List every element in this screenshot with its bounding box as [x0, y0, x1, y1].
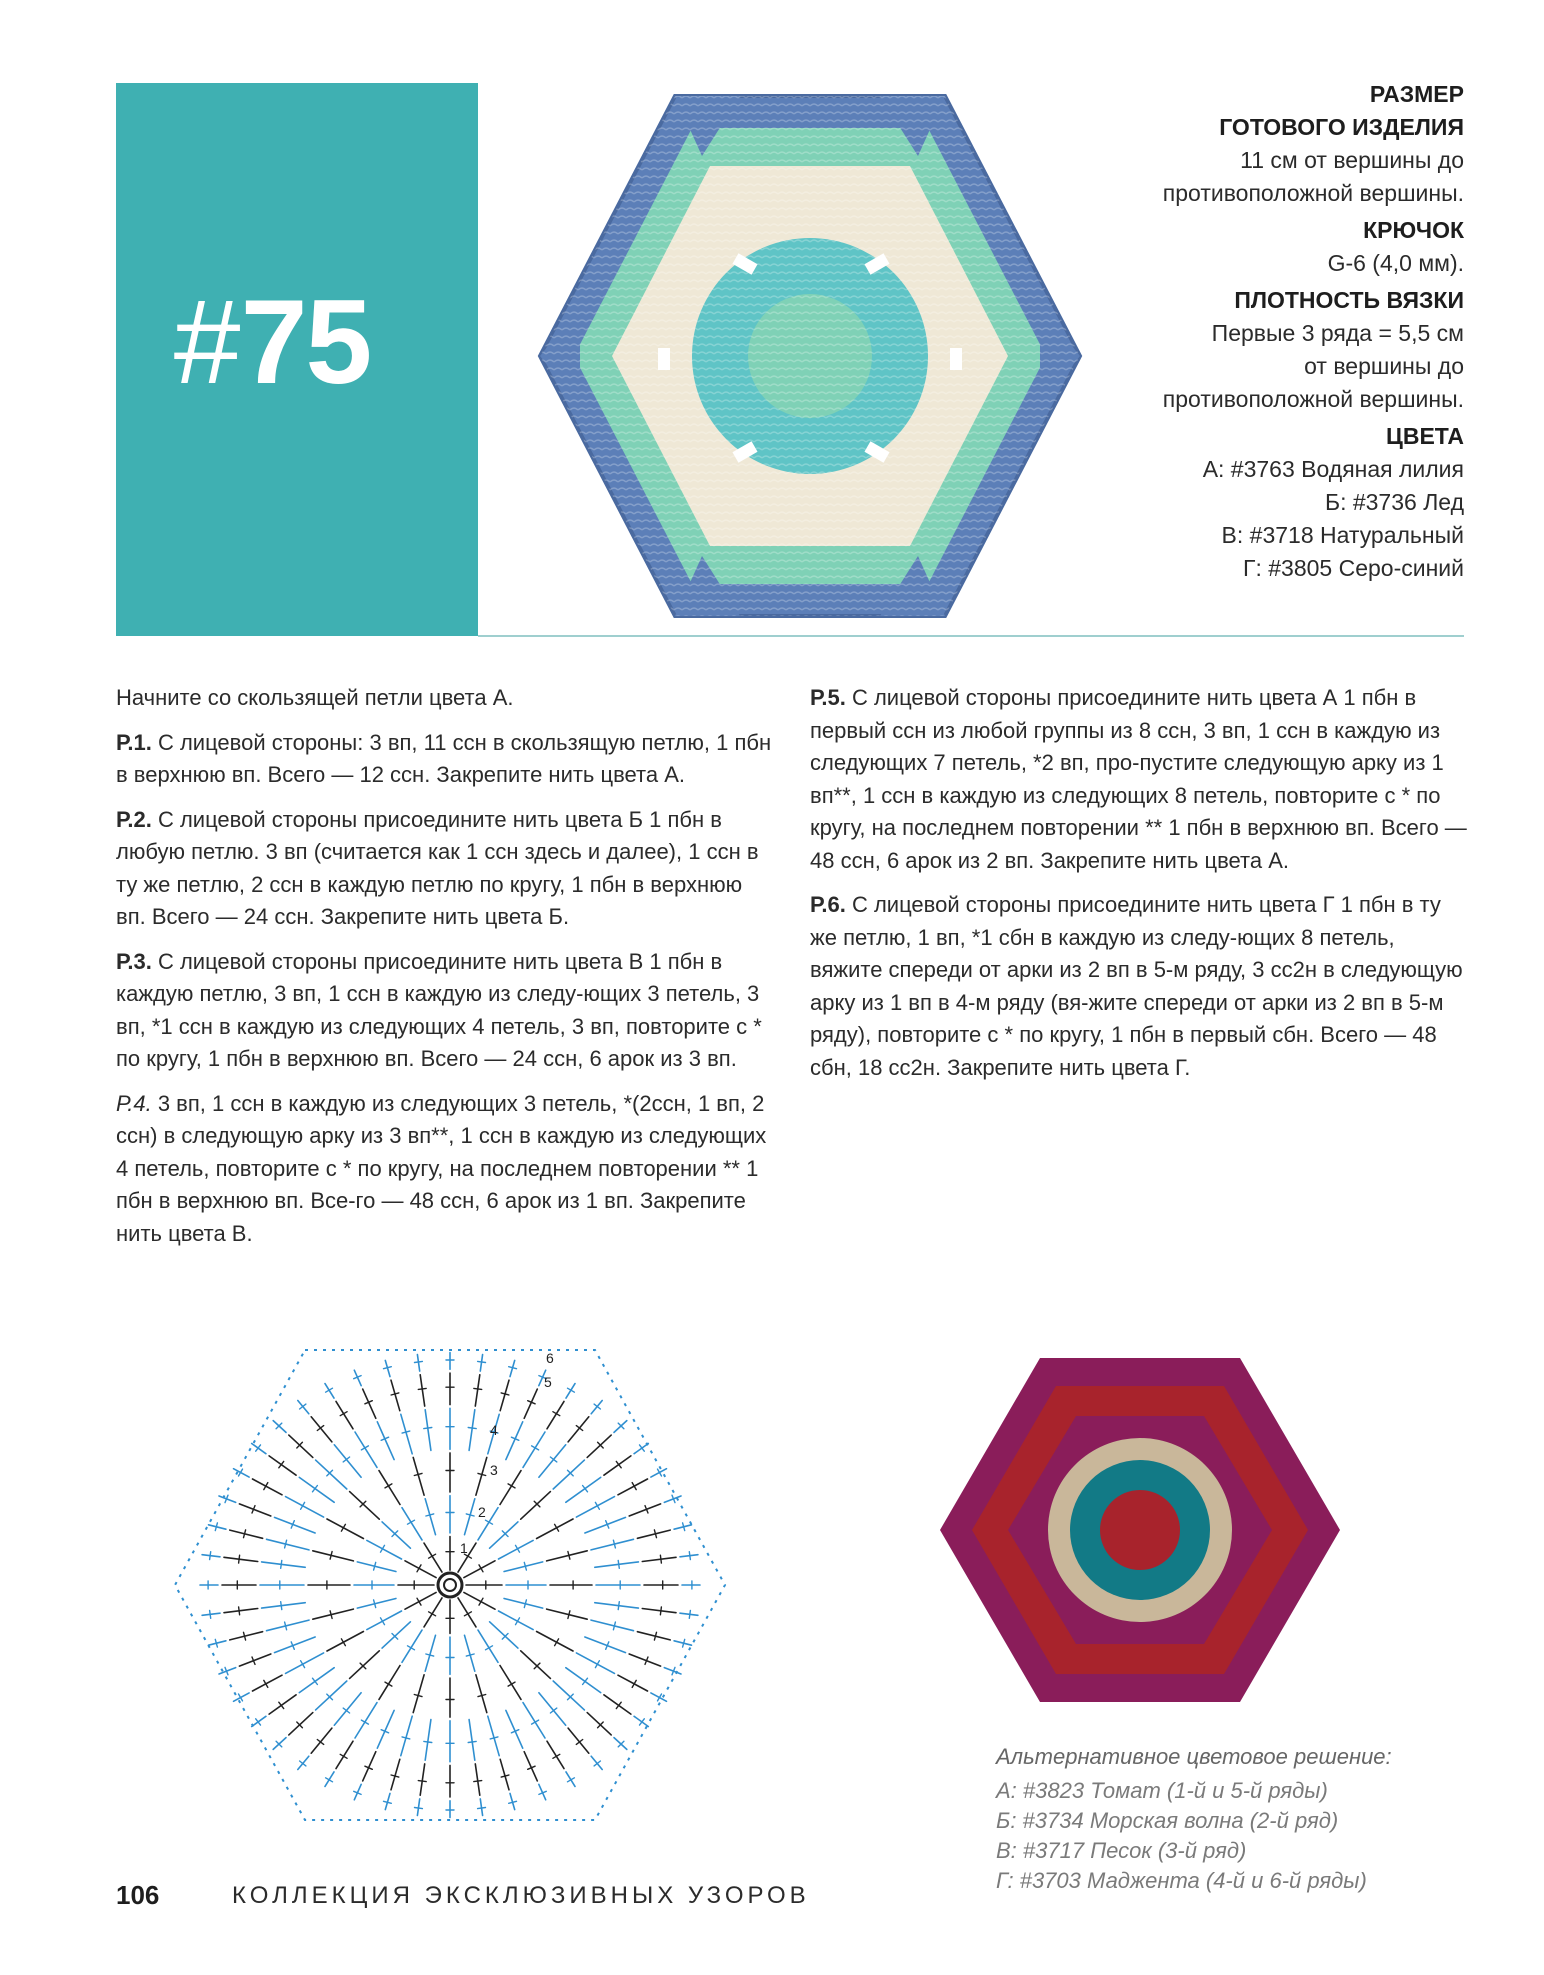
stitch-tick	[279, 1461, 284, 1467]
instructions-right	[810, 682, 1470, 1096]
stitch-mark	[469, 1720, 475, 1761]
stitch-mark	[311, 1417, 332, 1442]
stitch-mark	[424, 1543, 442, 1572]
stitch-tick	[285, 1540, 287, 1548]
stitch-mark	[566, 1477, 601, 1502]
stitch-tick	[689, 1610, 690, 1618]
gauge-line-2: от вершины до	[1304, 353, 1464, 379]
stitch-mark	[475, 1375, 480, 1406]
stitch-mark	[350, 1492, 380, 1520]
stitch-tick	[402, 1737, 410, 1739]
stitch-mark	[350, 1651, 380, 1679]
stitch-mark	[500, 1471, 521, 1505]
stitch-mark	[275, 1517, 316, 1533]
stitch-mark	[405, 1592, 436, 1609]
stitch-mark	[202, 1555, 220, 1557]
stitch-mark	[547, 1609, 588, 1619]
hook-value: G-6 (4,0 мм).	[1327, 250, 1464, 276]
pattern-number	[172, 275, 371, 409]
stitch-mark	[289, 1713, 313, 1735]
stitch-mark	[379, 1471, 400, 1505]
stitch-tick	[210, 1552, 211, 1560]
alternative-motif-photo	[930, 1350, 1350, 1710]
stitch-mark	[417, 1799, 419, 1816]
stitch-mark	[298, 1401, 309, 1414]
row-4-label: Р.4.	[116, 1090, 152, 1116]
row-4-text: 3 вп, 1 ссн в каждую из следующих 3 петель, *(2ссн, 1 вп, 2 ссн) в следующую арку из 3 вп**, 1 ссн в каждую из следующих 4 петель, повторите с * по кругу, на последнем повторении ** 1 пбн в верхнюю вп. Все-го — 48 ссн, 6 арок из 1 вп. Закрепите нить цвета В.	[116, 1090, 767, 1246]
gauge-line-1: Первые 3 ряда = 5,5 см	[1211, 320, 1464, 346]
color-line: Г: #3805 Серо-синий	[1243, 555, 1464, 581]
stitch-tick	[618, 1560, 619, 1568]
stitch-tick	[239, 1555, 240, 1563]
stitch-tick	[402, 1431, 410, 1433]
stitch-mark	[325, 1772, 334, 1787]
stitch-mark	[680, 1555, 698, 1557]
stitch-mark	[391, 1380, 400, 1411]
stitch-mark	[604, 1695, 631, 1714]
stitch-mark	[417, 1355, 419, 1372]
stitch-mark	[539, 1445, 566, 1478]
stitch-mark	[547, 1551, 588, 1561]
gauge-heading: ПЛОТНОСТЬ ВЯЗКИ	[1234, 287, 1464, 313]
stitch-mark	[382, 1622, 410, 1648]
stitch-tick	[384, 1801, 392, 1803]
diagram-row-label-3: 3	[490, 1462, 498, 1478]
stitch-mark	[476, 1457, 487, 1495]
stitch-tick	[474, 1781, 482, 1782]
stitch-tick	[616, 1702, 621, 1708]
stitch-tick	[468, 1428, 476, 1429]
stitch-mark	[591, 1756, 602, 1769]
crochet-diagram	[160, 1325, 740, 1845]
stitch-mark	[401, 1414, 412, 1454]
row-3-paragraph	[116, 946, 776, 1076]
row-2-paragraph	[116, 804, 776, 934]
stitch-mark	[591, 1620, 634, 1631]
stitch-mark	[269, 1695, 296, 1714]
stitch-mark	[355, 1703, 377, 1738]
stitch-mark	[490, 1622, 518, 1648]
stitch-tick	[689, 1552, 690, 1560]
stitch-tick	[424, 1741, 432, 1742]
stitch-mark	[618, 1479, 648, 1495]
size-heading-2: ГОТОВОГО ИЗДЕЛИЯ	[1219, 114, 1464, 140]
stitch-mark	[591, 1401, 602, 1414]
stitch-mark	[539, 1693, 566, 1726]
stitch-mark	[267, 1620, 310, 1631]
stitch-mark	[480, 1355, 482, 1372]
stitch-mark	[325, 1384, 334, 1399]
stitch-mark	[521, 1651, 551, 1679]
header-divider	[478, 635, 1464, 637]
stitch-mark	[230, 1530, 263, 1538]
stitch-mark	[327, 1632, 363, 1652]
row-2-text: С лицевой стороны присоедините нить цвета Б 1 пбн в любую петлю. 3 вп (считается как 1 ссн здесь и далее), 1 ссн в ту же петлю, 2 ссн в каждую петлю по кругу, 1 пбн в верхнюю вп. Всего — 24 ссн. Закрепите нить цвета Б.	[116, 806, 759, 929]
stitch-tick	[415, 1808, 423, 1809]
stitch-mark	[355, 1432, 377, 1467]
stitch-mark	[269, 1456, 296, 1475]
stitch-tick	[660, 1607, 661, 1615]
stitch-mark	[316, 1460, 347, 1489]
alt-center	[1100, 1490, 1180, 1570]
stitch-mark	[499, 1540, 534, 1559]
row-5-label: Р.5.	[810, 685, 846, 710]
row-5-text: С лицевой стороны присоедините нить цвета А 1 пбн в первый ссн из любой группы из 8 ссн, 3 вп, 1 ссн в каждую из следующих 7 петель, *2 вп, про-пустите следующую арку из 1 вп**, 1 ссн в каждую из следующих 8 петель, повторите с * по кругу, на последнем повторении ** 1 пбн в верхнюю вп. Всего — 48 ссн, 6 арок из 2 вп. Закрепите нить цвета А.	[810, 685, 1467, 873]
alternative-line: Б: #3734 Морская волна (2-й ряд)	[996, 1808, 1339, 1833]
stitch-mark	[465, 1635, 475, 1671]
alternative-caption	[996, 1742, 1456, 1896]
stitch-mark	[553, 1681, 584, 1710]
alternative-line: В: #3717 Песок (3-й ряд)	[996, 1838, 1247, 1863]
stitch-tick	[568, 1611, 570, 1619]
hook-heading: КРЮЧОК	[1363, 217, 1464, 243]
stitch-mark	[327, 1519, 363, 1539]
pattern-number-value: 75	[240, 275, 371, 409]
stitch-tick	[509, 1367, 517, 1369]
stitch-mark	[476, 1675, 487, 1713]
stitch-mark	[568, 1728, 589, 1753]
stitch-mark	[618, 1675, 648, 1691]
alternative-line: Г: #3703 Маджента (4-й и 6-й ряды)	[996, 1868, 1367, 1893]
stitch-mark	[469, 1410, 475, 1451]
stitch-mark	[267, 1539, 310, 1550]
stitch-mark	[566, 1384, 575, 1399]
stitch-tick	[418, 1781, 426, 1782]
stitch-mark	[614, 1421, 627, 1433]
stitch-mark	[500, 1759, 509, 1790]
stitch-mark	[391, 1759, 400, 1790]
stitch-tick	[474, 1388, 482, 1389]
stitch-mark	[499, 1611, 534, 1630]
stitch-tick	[660, 1555, 661, 1563]
stitch-tick	[384, 1367, 392, 1369]
stitch-mark	[547, 1741, 564, 1768]
stitch-mark	[382, 1522, 410, 1548]
gauge-block	[1044, 284, 1464, 416]
pattern-hash: #	[172, 275, 237, 409]
stitch-tick	[285, 1622, 287, 1630]
stitch-mark	[402, 1630, 422, 1662]
stitch-mark	[595, 1603, 639, 1608]
stitch-mark	[464, 1592, 495, 1609]
stitch-mark	[537, 1632, 573, 1652]
stitch-mark	[401, 1716, 412, 1756]
diagram-row-label-5: 5	[544, 1374, 552, 1390]
row-6-label: Р.6.	[810, 892, 846, 917]
stitch-mark	[585, 1637, 626, 1653]
stitch-mark	[458, 1598, 476, 1627]
stitch-mark	[311, 1728, 332, 1753]
stitch-tick	[490, 1737, 498, 1739]
diagram-row-label-1: 1	[460, 1540, 468, 1556]
alternative-line: А: #3823 Томат (1-й и 5-й ряды)	[996, 1778, 1328, 1803]
stitch-tick	[415, 1361, 423, 1362]
stitch-mark	[336, 1401, 353, 1428]
size-block	[1044, 78, 1464, 210]
alternative-title: Альтернативное цветовое решение:	[996, 1744, 1392, 1769]
stitch-mark	[521, 1492, 551, 1520]
stitch-mark	[506, 1710, 523, 1748]
stitch-tick	[330, 1552, 332, 1560]
stitch-mark	[547, 1401, 564, 1428]
stitch-mark	[367, 1611, 402, 1630]
stitch-mark	[402, 1508, 422, 1540]
stitch-mark	[377, 1710, 394, 1748]
stitch-tick	[210, 1610, 211, 1618]
stitch-tick	[478, 1361, 486, 1362]
stitch-mark	[504, 1599, 543, 1609]
stitch-mark	[316, 1681, 347, 1710]
stitch-mark	[637, 1632, 670, 1640]
stitch-mark	[286, 1653, 324, 1674]
color-line: В: #3718 Натуральный	[1221, 522, 1464, 548]
stitch-mark	[642, 1557, 676, 1561]
stitch-mark	[680, 1613, 698, 1615]
stitch-mark	[425, 1410, 431, 1451]
stitch-mark	[252, 1716, 266, 1726]
stitch-mark	[230, 1632, 263, 1640]
stitch-mark	[313, 1609, 354, 1619]
stitch-mark	[490, 1522, 518, 1548]
stitch-mark	[298, 1756, 309, 1769]
row-5-paragraph	[810, 682, 1470, 877]
diagram-row-label-4: 4	[490, 1422, 498, 1438]
stitch-mark	[506, 1422, 523, 1460]
stitch-tick	[281, 1602, 282, 1610]
stitch-mark	[357, 1599, 396, 1609]
stitch-mark	[604, 1456, 631, 1475]
stitch-mark	[273, 1738, 286, 1750]
stitch-mark	[585, 1517, 626, 1533]
row-3-label: Р.3.	[116, 948, 152, 974]
stitch-mark	[313, 1551, 354, 1561]
stitch-mark	[500, 1666, 521, 1700]
stitch-mark	[576, 1497, 614, 1518]
size-line-2: противоположной вершины.	[1162, 180, 1464, 206]
stitch-mark	[576, 1653, 614, 1674]
diagram-center-ring	[438, 1573, 462, 1597]
stitch-mark	[420, 1764, 425, 1795]
stitch-mark	[566, 1772, 575, 1787]
stitch-tick	[613, 1622, 615, 1630]
diagram-row-label-6: 6	[546, 1350, 554, 1366]
stitch-mark	[224, 1557, 258, 1561]
book-title: КОЛЛЕКЦИЯ ЭКСКЛЮЗИВНЫХ УЗОРОВ	[232, 1882, 810, 1909]
stitch-mark	[334, 1445, 361, 1478]
stitch-tick	[478, 1808, 486, 1809]
stitch-tick	[239, 1607, 240, 1615]
stitch-mark	[253, 1479, 283, 1495]
stitch-mark	[425, 1720, 431, 1761]
row-1-label: Р.1.	[116, 729, 152, 755]
stitch-mark	[262, 1562, 306, 1567]
stitch-mark	[480, 1799, 482, 1816]
stitch-mark	[367, 1540, 402, 1559]
row-6-paragraph	[810, 889, 1470, 1084]
stitch-mark	[634, 1716, 648, 1726]
stitch-mark	[642, 1609, 676, 1613]
row-2-label: Р.2.	[116, 806, 152, 832]
stitch-mark	[334, 1693, 361, 1726]
stitch-tick	[618, 1602, 619, 1610]
stitch-mark	[425, 1635, 435, 1671]
stitch-mark	[553, 1460, 584, 1489]
row-3-text: С лицевой стороны присоедините нить цвета В 1 пбн в каждую петлю, 3 вп, 1 ссн в каждую из следу-ющих 3 петель, 3 вп, *1 ссн в каждую из следующих 4 петель, 3 вп, повторите с * по кругу, 1 пбн в верхнюю вп. Всего — 24 ссн, 6 арок из 3 вп.	[116, 948, 762, 1071]
stitch-mark	[289, 1435, 313, 1457]
stitch-mark	[478, 1630, 498, 1662]
stitch-mark	[357, 1562, 396, 1572]
stitch-mark	[488, 1716, 499, 1756]
stitch-mark	[591, 1539, 634, 1550]
stitch-mark	[465, 1499, 475, 1535]
stitch-mark	[587, 1713, 611, 1735]
size-heading-1: РАЗМЕР	[1369, 81, 1464, 107]
stitch-tick	[424, 1428, 432, 1429]
specs-panel	[1044, 78, 1464, 589]
stitch-mark	[587, 1435, 611, 1457]
row-6-text: С лицевой стороны присоедините нить цвета Г 1 пбн в ту же петлю, 1 вп, *1 сбн в каждую из следу-ющих 8 петель, вяжите спереди от арки из 2 вп в 5-м ряду, 3 сс2н в следующую арку из 1 вп в 4-м ряду (вя-жите спереди от арки из 2 вп в 5-м ряду), повторите с * по кругу, 1 пбн в первый сбн. Всего — 48 сбн, 18 сс2н. Закрепите нить цвета Г.	[810, 892, 1463, 1080]
stitch-mark	[379, 1666, 400, 1700]
stitch-mark	[202, 1613, 220, 1615]
stitch-mark	[299, 1668, 334, 1693]
stitch-mark	[224, 1609, 258, 1613]
stitch-mark	[568, 1417, 589, 1442]
row-1-text: С лицевой стороны: 3 вп, 11 ссн в скользящую петлю, 1 пбн в верхнюю вп. Всего — 12 ссн. Закрепите нить цвета А.	[116, 729, 772, 787]
stitch-tick	[613, 1540, 615, 1548]
stitch-mark	[424, 1598, 442, 1627]
stitch-tick	[418, 1388, 426, 1389]
stitch-mark	[262, 1603, 306, 1608]
page-number: 106	[116, 1880, 160, 1910]
instructions-left	[116, 682, 776, 1262]
stitch-tick	[330, 1611, 332, 1619]
stitch-tick	[279, 1702, 284, 1708]
hook-block	[1044, 214, 1464, 280]
colors-heading: ЦВЕТА	[1386, 423, 1464, 449]
stitch-mark	[299, 1477, 334, 1502]
colors-block	[1044, 420, 1464, 585]
stitch-mark	[614, 1738, 627, 1750]
stitch-mark	[413, 1457, 424, 1495]
motif-photo	[530, 86, 1090, 626]
stitch-mark	[336, 1741, 353, 1768]
stitch-mark	[637, 1530, 670, 1538]
row-1-paragraph	[116, 727, 776, 792]
color-line: Б: #3736 Лед	[1324, 489, 1464, 515]
stitch-mark	[523, 1432, 545, 1467]
stitch-mark	[425, 1499, 435, 1535]
stitch-mark	[634, 1444, 648, 1454]
stitch-mark	[413, 1675, 424, 1713]
size-line-1: 11 см от вершины до	[1240, 147, 1464, 173]
stitch-mark	[504, 1562, 543, 1572]
intro-paragraph: Начните со скользящей петли цвета А.	[116, 685, 514, 710]
stitch-mark	[273, 1421, 286, 1433]
stitch-mark	[523, 1703, 545, 1738]
stitch-mark	[286, 1497, 324, 1518]
stitch-mark	[566, 1668, 601, 1693]
stitch-mark	[500, 1380, 509, 1411]
stitch-tick	[509, 1801, 517, 1803]
stitch-tick	[616, 1461, 621, 1467]
stitch-mark	[420, 1375, 425, 1406]
color-line: А: #3763 Водяная лилия	[1202, 456, 1464, 482]
stitch-tick	[468, 1741, 476, 1742]
stitch-mark	[275, 1637, 316, 1653]
stitch-mark	[252, 1444, 266, 1454]
stitch-mark	[595, 1562, 639, 1567]
stitch-mark	[377, 1422, 394, 1460]
stitch-tick	[281, 1560, 282, 1568]
gauge-line-3: противоположной вершины.	[1162, 386, 1464, 412]
stitch-mark	[475, 1764, 480, 1795]
stitch-mark	[253, 1675, 283, 1691]
stitch-tick	[568, 1552, 570, 1560]
diagram-row-label-2: 2	[478, 1504, 486, 1520]
stitch-mark	[405, 1561, 436, 1578]
row-4-paragraph	[116, 1088, 776, 1251]
stitch-mark	[464, 1561, 495, 1578]
stitch-mark	[537, 1519, 573, 1539]
